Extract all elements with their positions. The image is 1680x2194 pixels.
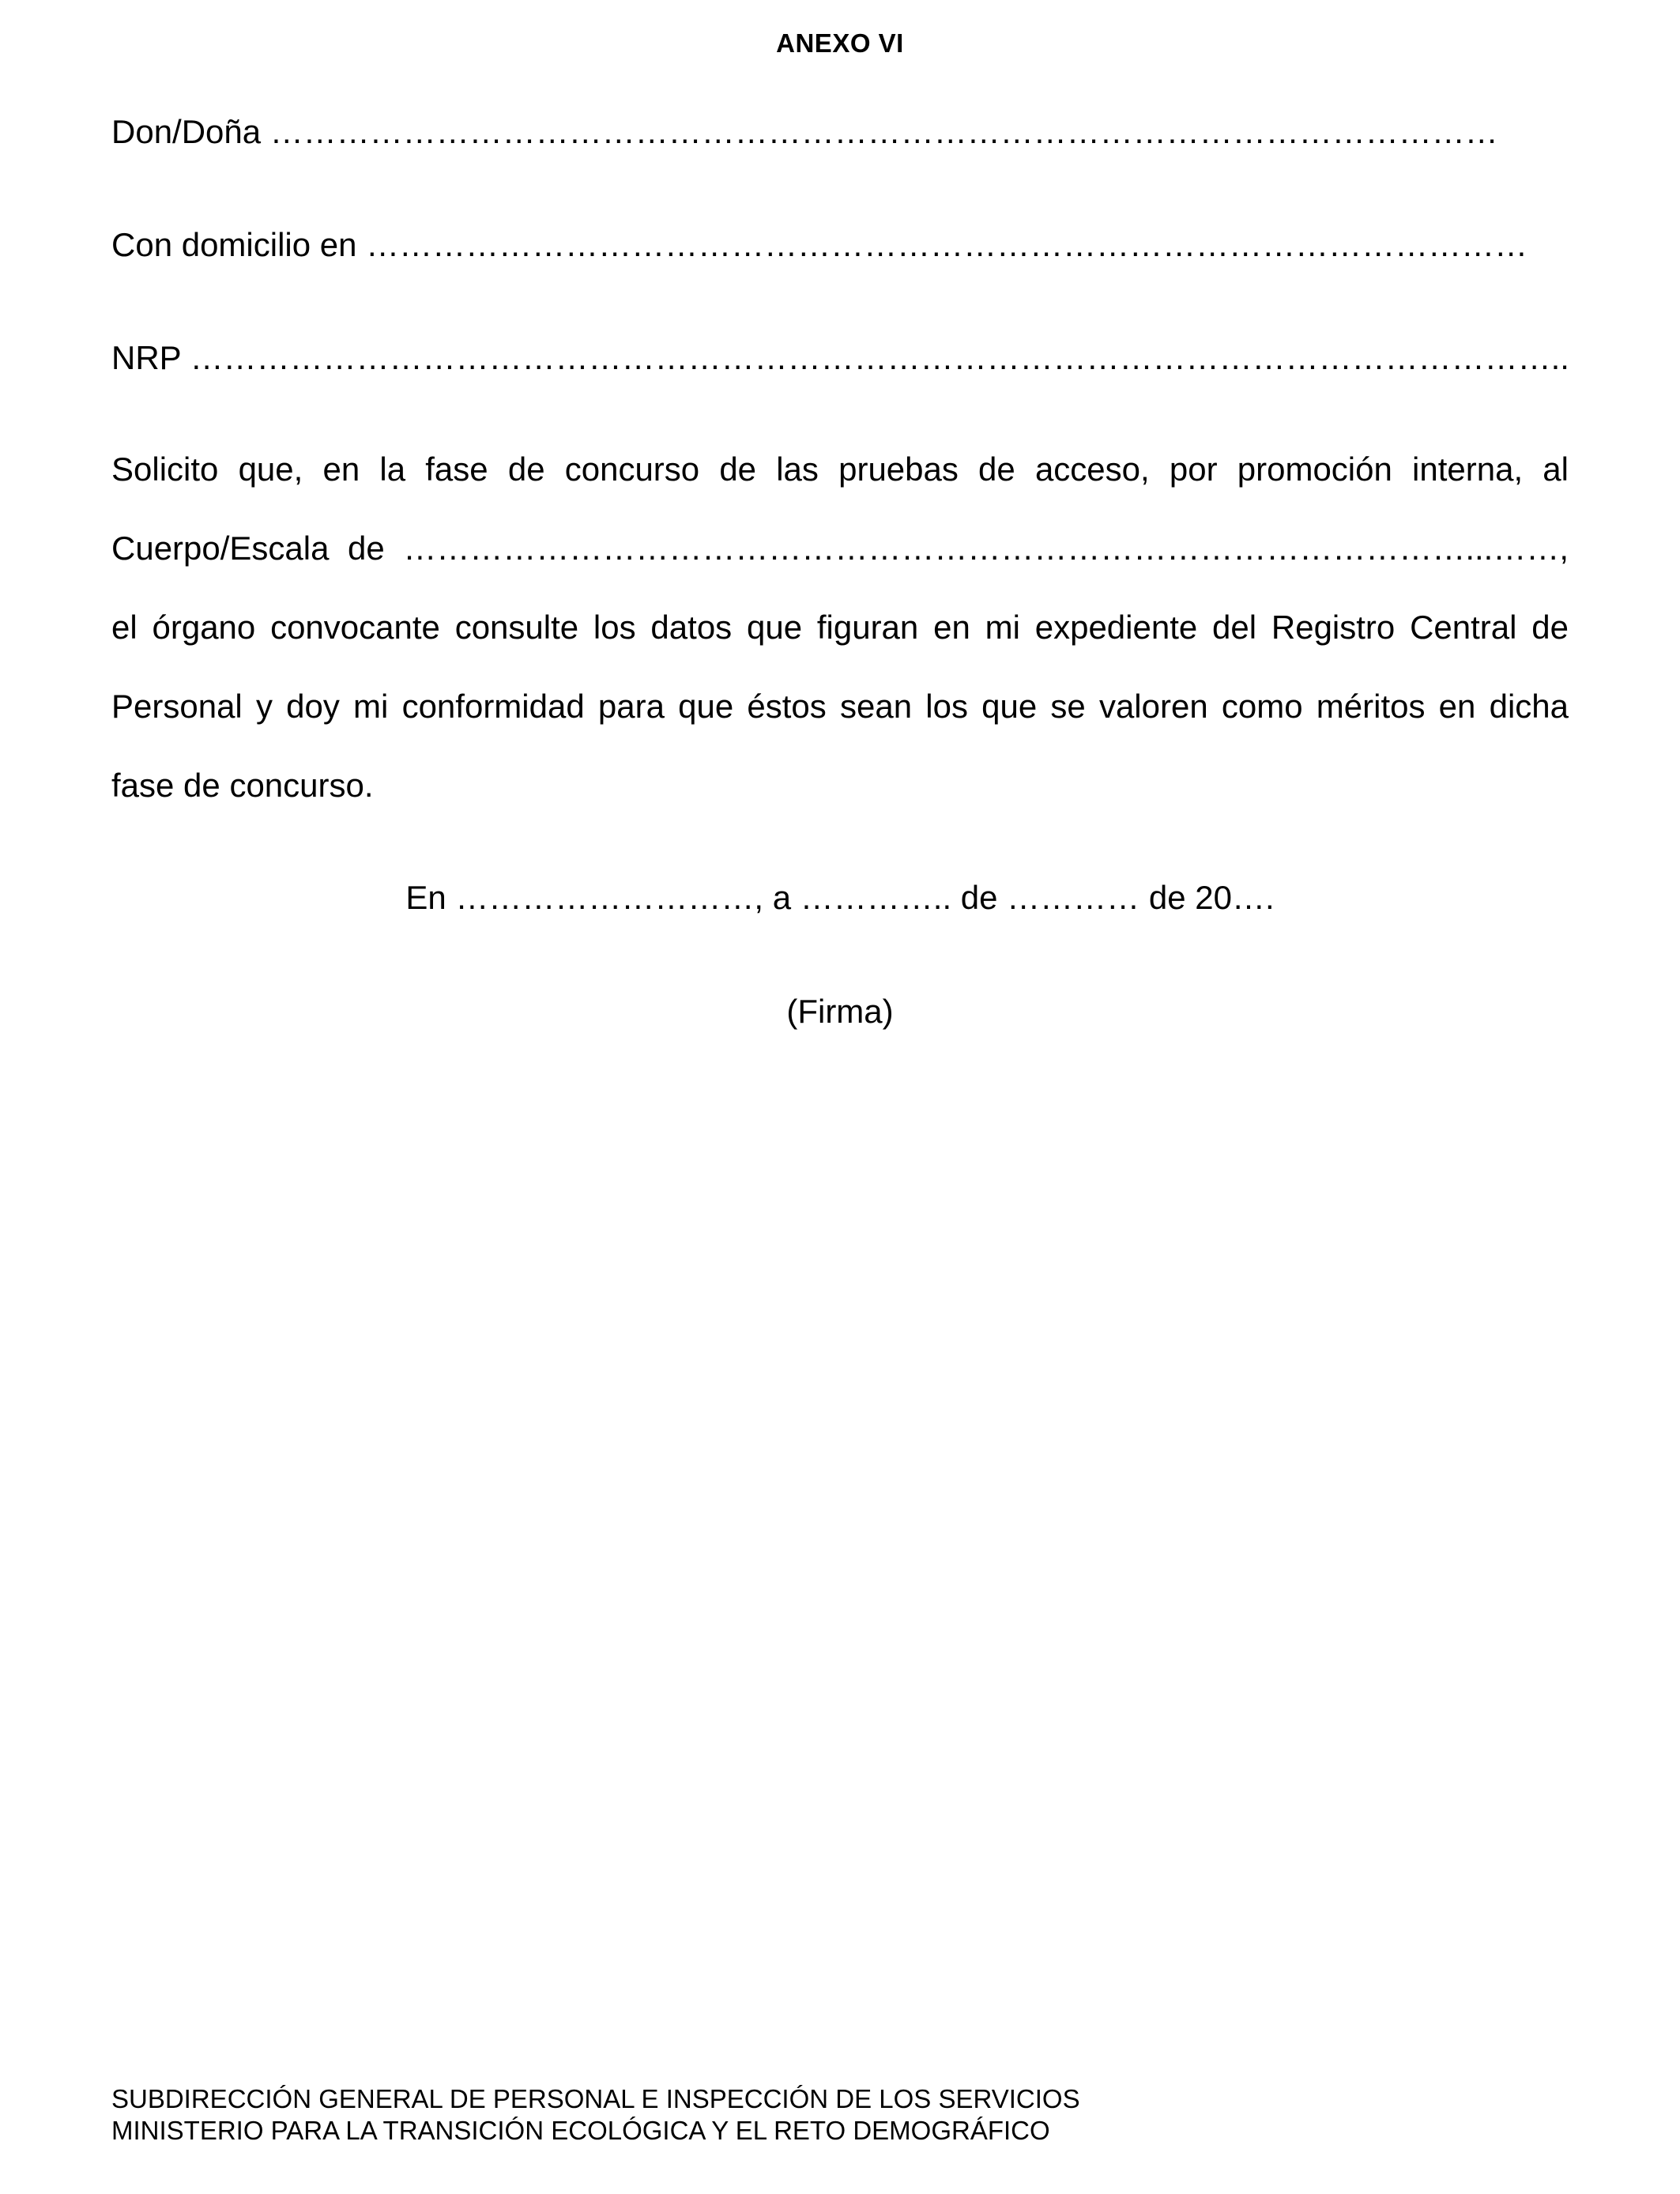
request-paragraph [111, 450, 1569, 845]
paragraph-line: Cuerpo/Escala de ……………………………………………………………………………………...……, [111, 530, 1569, 567]
name-field-line: Don/Doña ………………………………………………………………………………………………… [111, 113, 1498, 150]
paragraph-line: fase de concurso. [111, 767, 374, 804]
nrp-field-line: NRP …………………………………………………………………………………………………………….. [111, 339, 1569, 376]
document-title: ANEXO VI [776, 28, 904, 58]
footer-line: SUBDIRECCIÓN GENERAL DE PERSONAL E INSPECCIÓN DE LOS SERVICIOS [111, 2084, 1080, 2113]
footer-line: MINISTERIO PARA LA TRANSICIÓN ECOLÓGICA Y EL RETO DEMOGRÁFICO [111, 2116, 1050, 2145]
date-line: En ………………………, a ………….. de ………… de 20…. [405, 879, 1275, 916]
paragraph-line: el órgano convocante consulte los datos que figuran en mi expediente del Registro Central de [111, 609, 1569, 646]
signature-label: (Firma) [786, 993, 894, 1030]
paragraph-line: Solicito que, en la fase de concurso de las pruebas de acceso, por promoción interna, al [111, 450, 1569, 488]
address-field-line: Con domicilio en …………………………………………………………………………………………… [111, 226, 1528, 263]
paragraph-line: Personal y doy mi conformidad para que éstos sean los que se valoren como méritos en dicha [111, 688, 1569, 725]
footer [111, 2083, 1080, 2147]
